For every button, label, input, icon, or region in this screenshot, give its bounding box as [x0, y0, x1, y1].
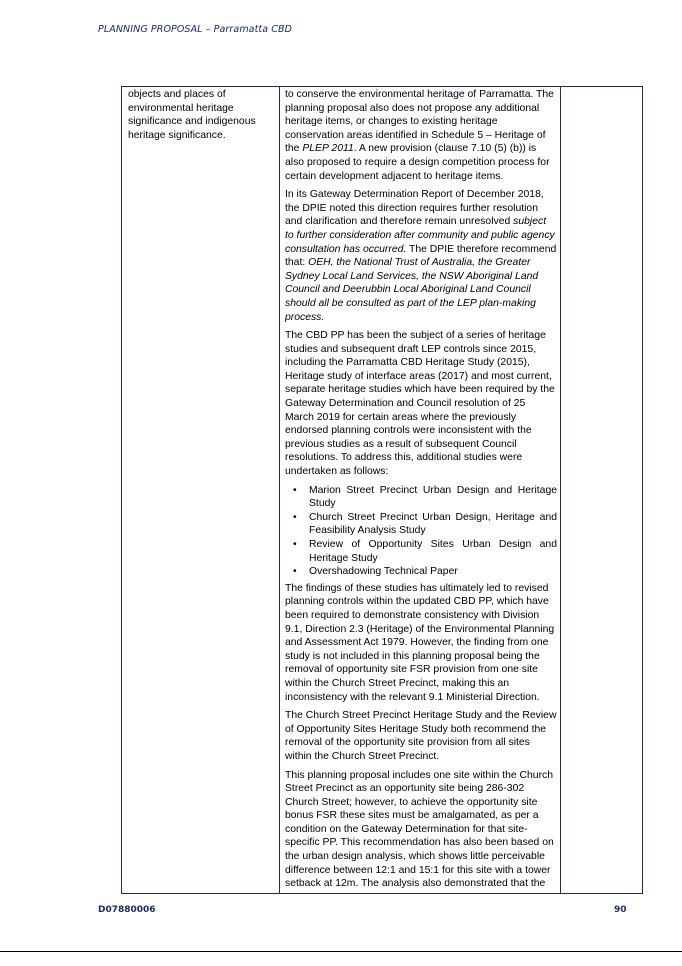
consistency-table	[121, 86, 643, 894]
paragraph-findings: The findings of these studies has ultimately led to revised planning controls within the updated CBD PP, which have been required to demonstrate consistency with Division 9.1, Direction 2.3 (Heritage) of the Environmental Planning and Assessment Act 1979. However, the finding from one study is not included in this planning proposal being the removal of opportunity site FSR provision from one site within the Church Street Precinct, making this an inconsistency with the relevant 9.1 Ministerial Direction.	[285, 582, 555, 703]
list-item: • Review of Opportunity Sites Urban Design and Heritage Study	[309, 538, 557, 565]
paragraph-opportunity-site: This planning proposal includes one site within the Church Street Precinct as an opportunity site being 286-302 Church Street; however, to achieve the opportunity site bonus FSR these sites must be amalgamated, as per a condition on the Gateway Determination for that site-specific PP. This recommendation has also been based on the urban design analysis, which shows little perceivable difference between 12:1 and 15:1 for this site with a tower setback at 12m. The analysis also demonstrated that the	[285, 769, 554, 890]
page-header-title: PLANNING PROPOSAL – Parramatta CBD	[98, 24, 293, 35]
list-item: • Marion Street Precinct Urban Design and Heritage Study	[309, 484, 557, 511]
list-item: • Church Street Precinct Urban Design, Heritage and Feasibility Analysis Study	[309, 511, 557, 538]
direction-description-cell: objects and places of environmental heritage significance and indigenous heritage significance.	[128, 89, 256, 141]
paragraph-heritage-conservation: to conserve the environmental heritage of Parramatta. The planning proposal also does not propose any additional heritage items, or changes to existing heritage conservation areas identified in Schedule 5 – Heritage of the PLEP 2011. A new provision (clause 7.10 (5) (b)) is also proposed to require a design competition process for certain development adjacent to heritage items.	[285, 89, 554, 182]
page-bottom-rule	[0, 951, 682, 952]
paragraph-heritage-studies: The CBD PP has been the subject of a series of heritage studies and subsequent draft LEP controls since 2015, including the Parramatta CBD Heritage Study (2015), Heritage study of interface areas (2017) and most current, separate heritage studies which have been required by the Gateway Determination and Council resolution of 25 March 2019 for certain areas where the previously endorsed planning controls were inconsistent with the previous studies as a result of subsequent Council resolutions. To address this, additional studies were undertaken as follows:	[285, 330, 555, 478]
consistency-comment-cell	[285, 88, 557, 896]
column-divider	[279, 87, 280, 893]
paragraph-gateway-determination: In its Gateway Determination Report of December 2018, the DPIE noted this direction requires further resolution and clarification and therefore remain unresolved subject to further consideration after community and public agency consultation has occurred. The DPIE therefore recommend that: OEH, the National Trust of Australia, the Greater Sydney Local Land Services, the NSW Aboriginal Land Council and Deerubbin Local Aboriginal Land Council should all be consulted as part of the LEP plan-making process.	[285, 189, 557, 323]
list-item: • Overshadowing Technical Paper	[309, 565, 557, 579]
document-code: D07880006	[98, 905, 156, 915]
paragraph-church-street-study: The Church Street Precinct Heritage Study and the Review of Opportunity Sites Heritage Study both recommend the removal of the opportunity site provision from all sites within the Church Street Precinct.	[285, 710, 557, 762]
studies-list	[285, 484, 557, 579]
page-number: 90	[614, 905, 627, 915]
column-divider	[560, 87, 561, 893]
